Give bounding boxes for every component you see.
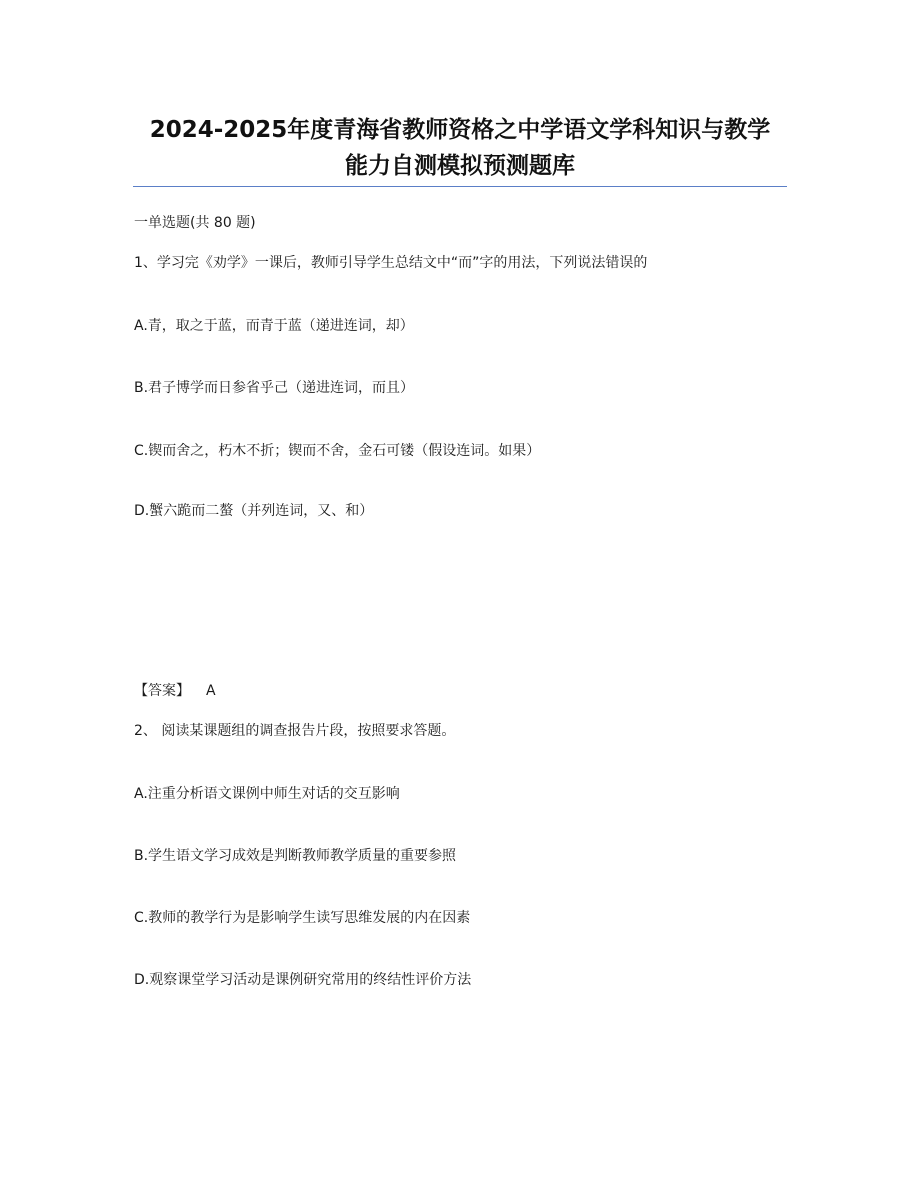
- question-2-option-c: C.教师的教学行为是影响学生读写思维发展的内在因素: [134, 910, 471, 926]
- question-1-option-a: A.青，取之于蓝，而青于蓝（递进连词，却）: [134, 318, 414, 334]
- question-2-option-a: A.注重分析语文课例中师生对话的交互影响: [134, 786, 400, 802]
- answer-value: A: [206, 683, 216, 699]
- question-1-answer: [134, 681, 216, 701]
- question-1-stem: 1、学习完《劝学》一课后，教师引导学生总结文中“而”字的用法，下列说法错误的: [134, 255, 648, 271]
- question-2-option-b: B.学生语文学习成效是判断教师教学质量的重要参照: [134, 848, 457, 864]
- question-1-option-c: C.锲而舍之，朽木不折；锲而不舍，金石可镂（假设连词。如果）: [134, 443, 541, 459]
- question-1-option-d: D.蟹六跪而二螯（并列连词，又、和）: [134, 503, 374, 519]
- document-title-line-2: 能力自测模拟预测题库: [345, 153, 575, 179]
- document-title-line-1: 2024-2025年度青海省教师资格之中学语文学科知识与教学: [149, 117, 771, 143]
- question-2-option-d: D.观察课堂学习活动是课例研究常用的终结性评价方法: [134, 972, 472, 988]
- answer-label: 【答案】: [134, 683, 190, 699]
- title-divider: [133, 186, 787, 187]
- section-label: 一单选题(共 80 题): [134, 215, 256, 231]
- question-2-stem: 2、 阅读某课题组的调查报告片段，按照要求答题。: [134, 723, 456, 739]
- question-1-option-b: B.君子博学而日参省乎己（递进连词，而且）: [134, 380, 415, 396]
